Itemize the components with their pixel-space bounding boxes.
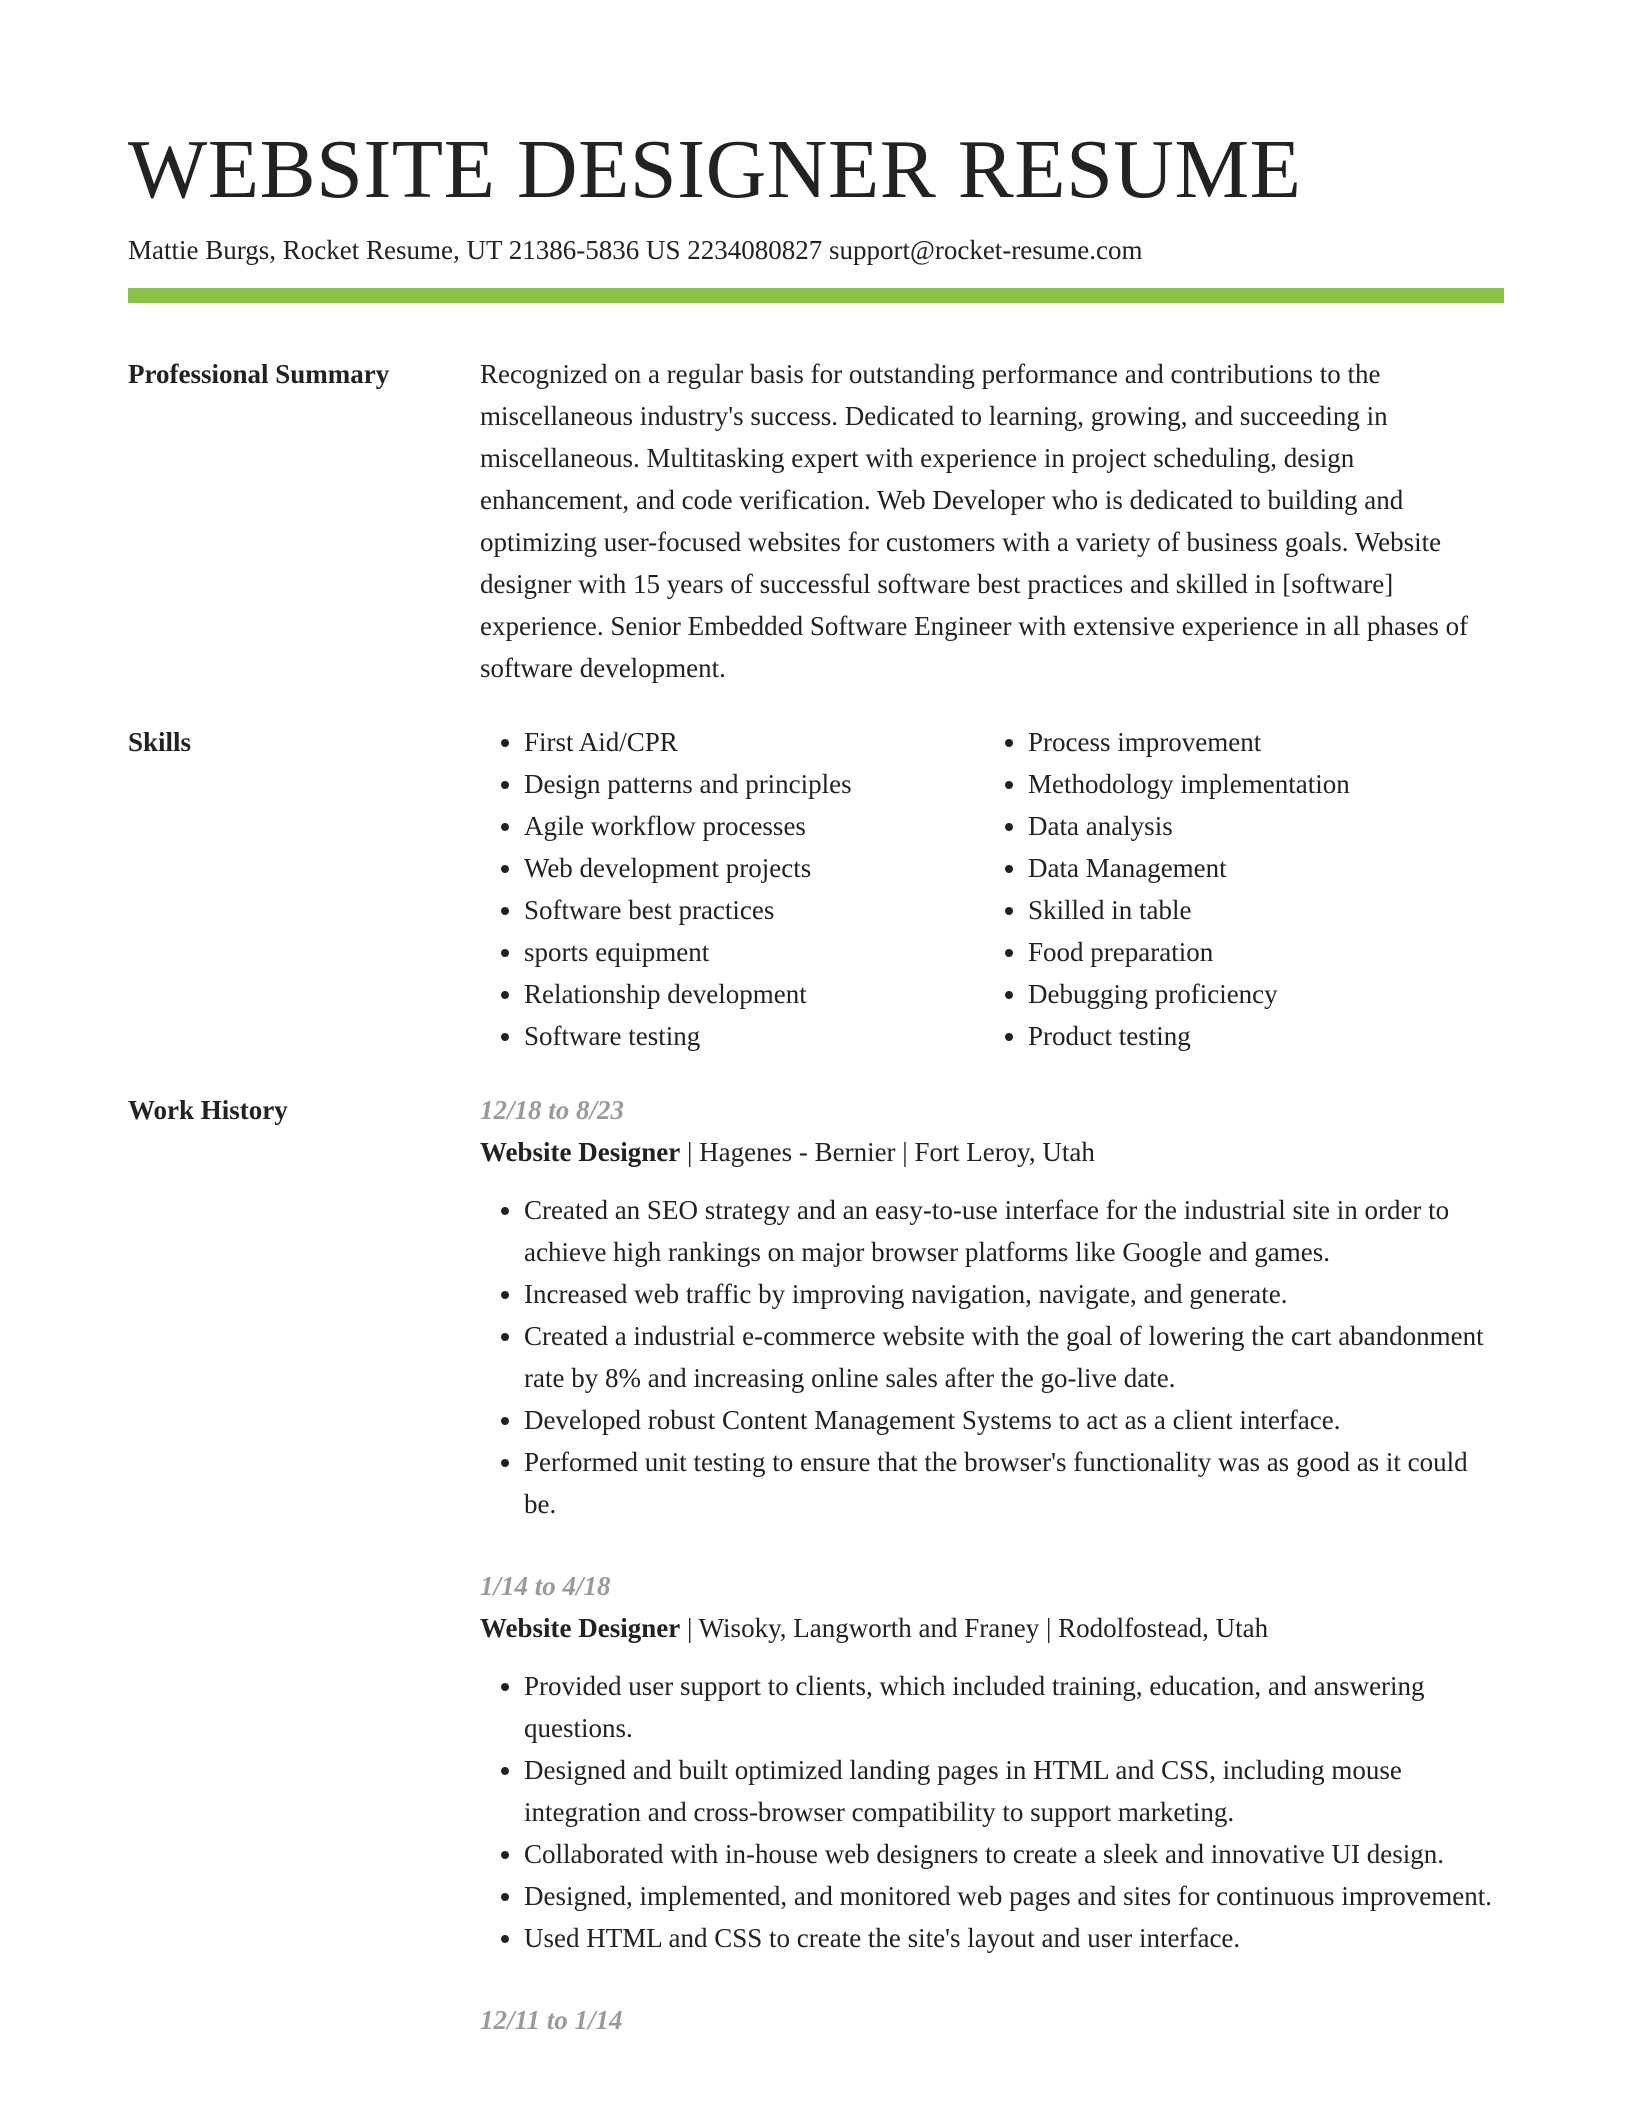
skill-item: • Methodology implementation bbox=[1028, 763, 1498, 805]
skills-columns bbox=[480, 721, 1504, 1057]
job-bullet: • Increased web traffic by improving navigation, navigate, and generate. bbox=[524, 1273, 1504, 1315]
skill-item: • Debugging proficiency bbox=[1028, 973, 1498, 1015]
job-details: | Wisoky, Langworth and Franey | Rodolfostead, Utah bbox=[680, 1613, 1269, 1643]
contact-line bbox=[128, 232, 1504, 268]
job-heading bbox=[480, 1131, 1504, 1173]
contact-phone: 2234080827 bbox=[687, 235, 823, 265]
job-dates: 12/11 to 1/14 bbox=[480, 2005, 623, 2035]
skill-item: • Process improvement bbox=[1028, 721, 1498, 763]
job-bullet: • Performed unit testing to ensure that the browser's functionality was as good as it could be. bbox=[524, 1441, 1504, 1525]
job-dates: 1/14 to 4/18 bbox=[480, 1571, 611, 1601]
skills-list-right bbox=[984, 721, 1498, 1057]
job-bullet: • Created an SEO strategy and an easy-to-use interface for the industrial site in order to achieve high rankings on major browser platforms like Google and games. bbox=[524, 1189, 1504, 1273]
work-history-body bbox=[480, 1089, 1504, 2041]
job-bullet: • Developed robust Content Management Systems to act as a client interface. bbox=[524, 1399, 1504, 1441]
skill-item: • Software best practices bbox=[524, 889, 984, 931]
skills-list-left bbox=[480, 721, 984, 1057]
job-dates: 12/18 to 8/23 bbox=[480, 1095, 625, 1125]
skill-item: • Product testing bbox=[1028, 1015, 1498, 1057]
skill-item: • Web development projects bbox=[524, 847, 984, 889]
skill-item: • sports equipment bbox=[524, 931, 984, 973]
resume-title: WEBSITE DESIGNER RESUME bbox=[128, 123, 1302, 216]
job-bullet: • Collaborated with in-house web designers to create a sleek and innovative UI design. bbox=[524, 1833, 1504, 1875]
skill-item: • Skilled in table bbox=[1028, 889, 1498, 931]
header-divider bbox=[128, 288, 1504, 303]
section-label-summary: Professional Summary bbox=[128, 359, 390, 389]
skill-item: • Software testing bbox=[524, 1015, 984, 1057]
skill-item: • Agile workflow processes bbox=[524, 805, 984, 847]
skill-item: • Food preparation bbox=[1028, 931, 1498, 973]
job-bullet: • Designed and built optimized landing pages in HTML and CSS, including mouse integration and cross-browser compatibility to support marketing. bbox=[524, 1749, 1504, 1833]
resume-page bbox=[128, 118, 1504, 2041]
skill-item: • First Aid/CPR bbox=[524, 721, 984, 763]
contact-company: Rocket Resume, bbox=[282, 235, 460, 265]
job-entry bbox=[480, 1999, 1504, 2041]
job-bullets bbox=[480, 1189, 1504, 1525]
job-details: | Hagenes - Bernier | Fort Leroy, Utah bbox=[680, 1137, 1095, 1167]
skill-item: • Design patterns and principles bbox=[524, 763, 984, 805]
job-bullet: • Provided user support to clients, which included training, education, and answering questions. bbox=[524, 1665, 1504, 1749]
skill-item: • Relationship development bbox=[524, 973, 984, 1015]
summary-text: Recognized on a regular basis for outstanding performance and contributions to the miscellaneous industry's success. Dedicated to learning, growing, and succeeding in miscellaneous. Multitasking expert with experience in project scheduling, design enhancement, and code verification. Web Developer who is dedicated to building and optimizing user-focused websites for customers with a variety of business goals. Website designer with 15 years of successful software best practices and skilled in [software] experience. Senior Embedded Software Engineer with extensive experience in all phases of software development. bbox=[480, 359, 1469, 683]
contact-state-zip: UT 21386-5836 bbox=[466, 235, 640, 265]
skills-section bbox=[128, 721, 1504, 1057]
contact-email: support@rocket-resume.com bbox=[828, 235, 1143, 265]
skill-item: • Data analysis bbox=[1028, 805, 1498, 847]
section-label-skills: Skills bbox=[128, 727, 192, 757]
job-heading bbox=[480, 1607, 1504, 1649]
job-bullet: • Created a industrial e-commerce website with the goal of lowering the cart abandonment rate by 8% and increasing online sales after the go-live date. bbox=[524, 1315, 1504, 1399]
job-title: Website Designer bbox=[480, 1137, 681, 1167]
contact-country: US bbox=[645, 235, 681, 265]
job-entry bbox=[480, 1089, 1504, 1525]
skill-item: • Data Management bbox=[1028, 847, 1498, 889]
job-entry bbox=[480, 1565, 1504, 1959]
section-label-work-history: Work History bbox=[128, 1095, 288, 1125]
work-history-section bbox=[128, 1089, 1504, 2041]
job-bullet: • Designed, implemented, and monitored web pages and sites for continuous improvement. bbox=[524, 1875, 1504, 1917]
contact-name: Mattie Burgs, bbox=[128, 235, 276, 265]
job-bullets bbox=[480, 1665, 1504, 1959]
job-title: Website Designer bbox=[480, 1613, 681, 1643]
professional-summary-section bbox=[128, 353, 1504, 689]
job-bullet: • Used HTML and CSS to create the site's layout and user interface. bbox=[524, 1917, 1504, 1959]
